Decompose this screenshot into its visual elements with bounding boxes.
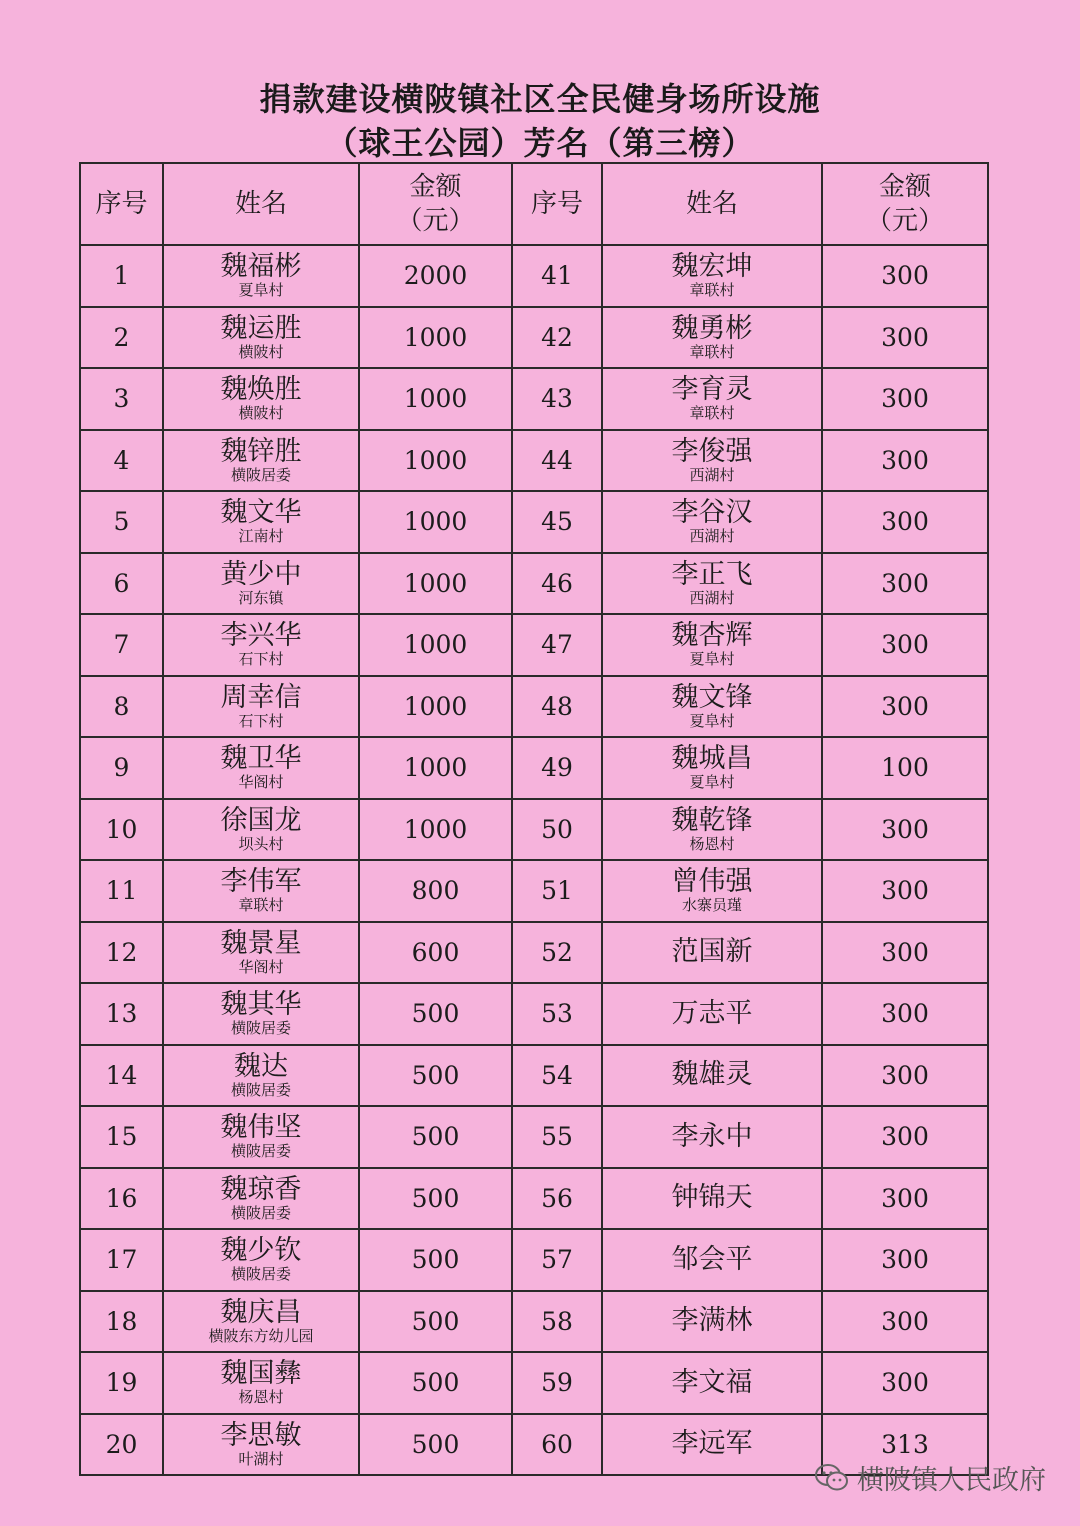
donation-amount: 500 <box>359 1045 512 1107</box>
donor-name: 魏勇彬 <box>671 312 753 344</box>
donor-name-cell <box>602 1168 822 1230</box>
donor-village: 章联村 <box>689 342 735 361</box>
table-row <box>80 491 988 553</box>
donor-name: 魏琼香 <box>220 1173 302 1205</box>
donor-name-cell <box>602 1229 822 1291</box>
row-number: 51 <box>512 860 602 922</box>
donation-amount: 500 <box>359 1352 512 1414</box>
donation-amount: 300 <box>822 491 988 553</box>
table-row <box>80 614 988 676</box>
donor-village: 杨恩村 <box>689 834 735 853</box>
donor-village: 石下村 <box>238 711 284 730</box>
donor-name-cell <box>602 1352 822 1414</box>
donation-amount: 1000 <box>359 368 512 430</box>
donor-village: 华阁村 <box>238 957 284 976</box>
table-row <box>80 799 988 861</box>
donor-name: 李育灵 <box>671 374 753 406</box>
donor-name: 魏景星 <box>220 927 302 959</box>
donor-village: 叶湖村 <box>238 1449 284 1468</box>
donor-name-cell <box>602 1291 822 1353</box>
donor-name-cell <box>602 799 822 861</box>
donor-name-cell <box>602 1414 822 1476</box>
donation-amount: 500 <box>359 1106 512 1168</box>
donor-village: 夏阜村 <box>689 650 735 669</box>
donor-name-cell <box>602 676 822 738</box>
donor-name-cell <box>163 368 359 430</box>
donor-name-cell <box>163 1352 359 1414</box>
donation-amount: 500 <box>359 1291 512 1353</box>
donor-name: 李俊强 <box>671 435 753 467</box>
row-number: 4 <box>80 430 163 492</box>
row-number: 8 <box>80 676 163 738</box>
donation-amount: 1000 <box>359 553 512 615</box>
row-number: 42 <box>512 307 602 369</box>
donor-name-cell <box>163 614 359 676</box>
table-row <box>80 553 988 615</box>
donor-name: 万志平 <box>671 997 753 1029</box>
header-name-right: 姓名 <box>602 163 822 245</box>
row-number: 15 <box>80 1106 163 1168</box>
row-number: 20 <box>80 1414 163 1476</box>
donation-amount: 1000 <box>359 737 512 799</box>
donation-amount: 300 <box>822 860 988 922</box>
row-number: 44 <box>512 430 602 492</box>
donation-amount: 1000 <box>359 614 512 676</box>
donor-name-cell <box>163 1414 359 1476</box>
table-row <box>80 1168 988 1230</box>
donor-name-cell <box>163 245 359 307</box>
header-no-left: 序号 <box>80 163 163 245</box>
donor-name-cell <box>163 1106 359 1168</box>
donor-village: 西湖村 <box>689 588 735 607</box>
donation-amount: 300 <box>822 676 988 738</box>
donor-village: 横陂居委 <box>230 1142 291 1161</box>
donor-name: 魏乾锋 <box>671 804 753 836</box>
donation-amount: 300 <box>822 553 988 615</box>
donor-village: 夏阜村 <box>689 773 735 792</box>
donation-amount: 500 <box>359 1168 512 1230</box>
donor-village: 横陂村 <box>238 404 284 423</box>
donor-name: 李思敏 <box>220 1419 302 1451</box>
donor-name-cell <box>163 1291 359 1353</box>
row-number: 7 <box>80 614 163 676</box>
donor-name-cell <box>163 860 359 922</box>
header-name-left: 姓名 <box>163 163 359 245</box>
donation-amount: 300 <box>822 614 988 676</box>
row-number: 41 <box>512 245 602 307</box>
row-number: 60 <box>512 1414 602 1476</box>
donor-village: 杨恩村 <box>238 1388 284 1407</box>
donor-name-cell <box>163 799 359 861</box>
donor-table <box>79 162 989 1476</box>
donation-amount: 500 <box>359 1414 512 1476</box>
watermark-text: 横陂镇人民政府 <box>857 1465 1046 1496</box>
donation-amount: 300 <box>822 799 988 861</box>
donor-name-cell <box>602 922 822 984</box>
donor-village: 章联村 <box>689 404 735 423</box>
donor-name: 李谷汉 <box>671 497 753 529</box>
donor-name: 魏国彝 <box>220 1358 302 1390</box>
donor-name-cell <box>163 1229 359 1291</box>
donor-village: 横陂居委 <box>230 1265 291 1284</box>
table-row <box>80 737 988 799</box>
donor-village: 江南村 <box>238 527 284 546</box>
donor-village: 坝头村 <box>238 834 284 853</box>
donor-village: 横陂东方幼儿园 <box>208 1326 314 1345</box>
donor-name: 徐国龙 <box>220 804 302 836</box>
donor-name: 邹会平 <box>671 1243 753 1275</box>
table-row <box>80 676 988 738</box>
donor-name: 魏城昌 <box>671 743 753 775</box>
donation-amount: 600 <box>359 922 512 984</box>
donor-name: 魏其华 <box>220 989 302 1021</box>
donation-amount: 1000 <box>359 307 512 369</box>
donor-village: 横陂居委 <box>230 1019 291 1038</box>
header-amount-unit: （元） <box>865 206 944 236</box>
table-row <box>80 1229 988 1291</box>
row-number: 9 <box>80 737 163 799</box>
row-number: 43 <box>512 368 602 430</box>
row-number: 2 <box>80 307 163 369</box>
donor-name-cell <box>163 983 359 1045</box>
donor-name: 魏伟坚 <box>220 1112 302 1144</box>
donor-name-cell <box>602 1106 822 1168</box>
donation-amount: 800 <box>359 860 512 922</box>
donation-amount: 300 <box>822 307 988 369</box>
donor-village: 石下村 <box>238 650 284 669</box>
donor-name-cell <box>602 430 822 492</box>
row-number: 1 <box>80 245 163 307</box>
table-row <box>80 1045 988 1107</box>
donation-amount: 500 <box>359 983 512 1045</box>
donation-amount: 100 <box>822 737 988 799</box>
donor-village: 夏阜村 <box>238 281 284 300</box>
donor-village: 华阁村 <box>238 773 284 792</box>
donor-name: 魏杏辉 <box>671 620 753 652</box>
donor-name-cell <box>602 983 822 1045</box>
donor-name: 魏达 <box>234 1050 288 1082</box>
row-number: 18 <box>80 1291 163 1353</box>
donation-amount: 300 <box>822 368 988 430</box>
donor-name: 魏庆昌 <box>220 1296 302 1328</box>
row-number: 16 <box>80 1168 163 1230</box>
donation-amount: 1000 <box>359 799 512 861</box>
donor-name: 魏福彬 <box>220 251 302 283</box>
donation-amount: 300 <box>822 1291 988 1353</box>
donor-name-cell <box>602 491 822 553</box>
table-row <box>80 983 988 1045</box>
row-number: 10 <box>80 799 163 861</box>
donor-name: 魏少钦 <box>220 1235 302 1267</box>
row-number: 45 <box>512 491 602 553</box>
donor-name-cell <box>163 676 359 738</box>
donor-name-cell <box>163 1045 359 1107</box>
donation-amount: 500 <box>359 1229 512 1291</box>
row-number: 14 <box>80 1045 163 1107</box>
donor-name-cell <box>602 368 822 430</box>
donor-village: 夏阜村 <box>689 711 735 730</box>
donor-name: 魏锌胜 <box>220 435 302 467</box>
donor-rows <box>80 245 988 1475</box>
row-number: 48 <box>512 676 602 738</box>
row-number: 53 <box>512 983 602 1045</box>
table-row <box>80 1106 988 1168</box>
donor-name-cell <box>163 922 359 984</box>
donor-name: 周幸信 <box>220 681 302 713</box>
donor-name-cell <box>163 737 359 799</box>
donor-name: 范国新 <box>671 936 753 968</box>
donor-name: 李永中 <box>671 1120 753 1152</box>
table-row <box>80 368 988 430</box>
donor-name: 曾伟强 <box>671 866 753 898</box>
donor-village: 横陂居委 <box>230 465 291 484</box>
donation-amount: 313 <box>822 1414 988 1476</box>
row-number: 12 <box>80 922 163 984</box>
table-row <box>80 860 988 922</box>
donor-name-cell <box>163 553 359 615</box>
donor-name-cell <box>163 307 359 369</box>
donation-amount: 1000 <box>359 676 512 738</box>
page-title: 捐款建设横陂镇社区全民健身场所设施 <box>259 80 821 118</box>
donation-amount: 300 <box>822 1229 988 1291</box>
table-row <box>80 1352 988 1414</box>
donor-name: 魏宏坤 <box>671 251 753 283</box>
donation-amount: 300 <box>822 430 988 492</box>
row-number: 19 <box>80 1352 163 1414</box>
row-number: 6 <box>80 553 163 615</box>
donor-name: 魏文华 <box>220 497 302 529</box>
donor-village: 河东镇 <box>238 588 284 607</box>
donor-name: 李满林 <box>671 1305 753 1337</box>
donor-name: 李兴华 <box>220 620 302 652</box>
table-row <box>80 430 988 492</box>
donor-name: 李远军 <box>671 1428 753 1460</box>
donor-name: 李伟军 <box>220 866 302 898</box>
donor-name: 魏焕胜 <box>220 374 302 406</box>
header-no-right: 序号 <box>512 163 602 245</box>
row-number: 49 <box>512 737 602 799</box>
wechat-icon <box>815 1463 849 1493</box>
row-number: 3 <box>80 368 163 430</box>
donor-name: 魏雄灵 <box>671 1059 753 1091</box>
donation-amount: 2000 <box>359 245 512 307</box>
row-number: 50 <box>512 799 602 861</box>
donation-amount: 300 <box>822 1352 988 1414</box>
donor-village: 西湖村 <box>689 465 735 484</box>
wechat-watermark <box>815 1458 1046 1497</box>
row-number: 47 <box>512 614 602 676</box>
donor-village: 水寨员瑾 <box>681 896 742 915</box>
donation-amount: 300 <box>822 245 988 307</box>
donor-name: 钟锦天 <box>671 1182 753 1214</box>
page-subtitle: （球王公园）芳名（第三榜） <box>325 124 755 162</box>
row-number: 54 <box>512 1045 602 1107</box>
donor-village: 横陂居委 <box>230 1203 291 1222</box>
row-number: 13 <box>80 983 163 1045</box>
row-number: 58 <box>512 1291 602 1353</box>
header-amount-label: 金额 <box>878 172 931 202</box>
table-row <box>80 245 988 307</box>
donor-name: 李文福 <box>671 1366 753 1398</box>
row-number: 17 <box>80 1229 163 1291</box>
donor-name-cell <box>163 491 359 553</box>
donor-name-cell <box>163 1168 359 1230</box>
donor-name: 李正飞 <box>671 558 753 590</box>
donor-name-cell <box>163 430 359 492</box>
donor-name-cell <box>602 614 822 676</box>
table-row <box>80 307 988 369</box>
row-number: 59 <box>512 1352 602 1414</box>
donation-amount: 300 <box>822 922 988 984</box>
row-number: 57 <box>512 1229 602 1291</box>
donation-amount: 300 <box>822 1106 988 1168</box>
donation-amount: 300 <box>822 983 988 1045</box>
donor-name: 黄少中 <box>220 558 302 590</box>
donor-name-cell <box>602 860 822 922</box>
row-number: 11 <box>80 860 163 922</box>
row-number: 5 <box>80 491 163 553</box>
donation-amount: 300 <box>822 1045 988 1107</box>
donor-name-cell <box>602 307 822 369</box>
row-number: 46 <box>512 553 602 615</box>
donor-name-cell <box>602 737 822 799</box>
donation-amount: 1000 <box>359 430 512 492</box>
table-header-row <box>80 163 988 245</box>
header-amount-right <box>822 163 988 245</box>
table-row <box>80 922 988 984</box>
header-amount-left <box>359 163 512 245</box>
donor-name-cell <box>602 1045 822 1107</box>
row-number: 52 <box>512 922 602 984</box>
table-row <box>80 1291 988 1353</box>
header-amount-label: 金额 <box>409 172 462 202</box>
donor-name-cell <box>602 245 822 307</box>
donation-amount: 300 <box>822 1168 988 1230</box>
donor-village: 横陂居委 <box>230 1080 291 1099</box>
donor-village: 章联村 <box>238 896 284 915</box>
donor-village: 章联村 <box>689 281 735 300</box>
row-number: 55 <box>512 1106 602 1168</box>
donor-name: 魏文锋 <box>671 681 753 713</box>
donor-village: 西湖村 <box>689 527 735 546</box>
donor-name: 魏运胜 <box>220 312 302 344</box>
donor-name: 魏卫华 <box>220 743 302 775</box>
donor-village: 横陂村 <box>238 342 284 361</box>
donor-name-cell <box>602 553 822 615</box>
donation-amount: 1000 <box>359 491 512 553</box>
header-amount-unit: （元） <box>396 206 475 236</box>
row-number: 56 <box>512 1168 602 1230</box>
